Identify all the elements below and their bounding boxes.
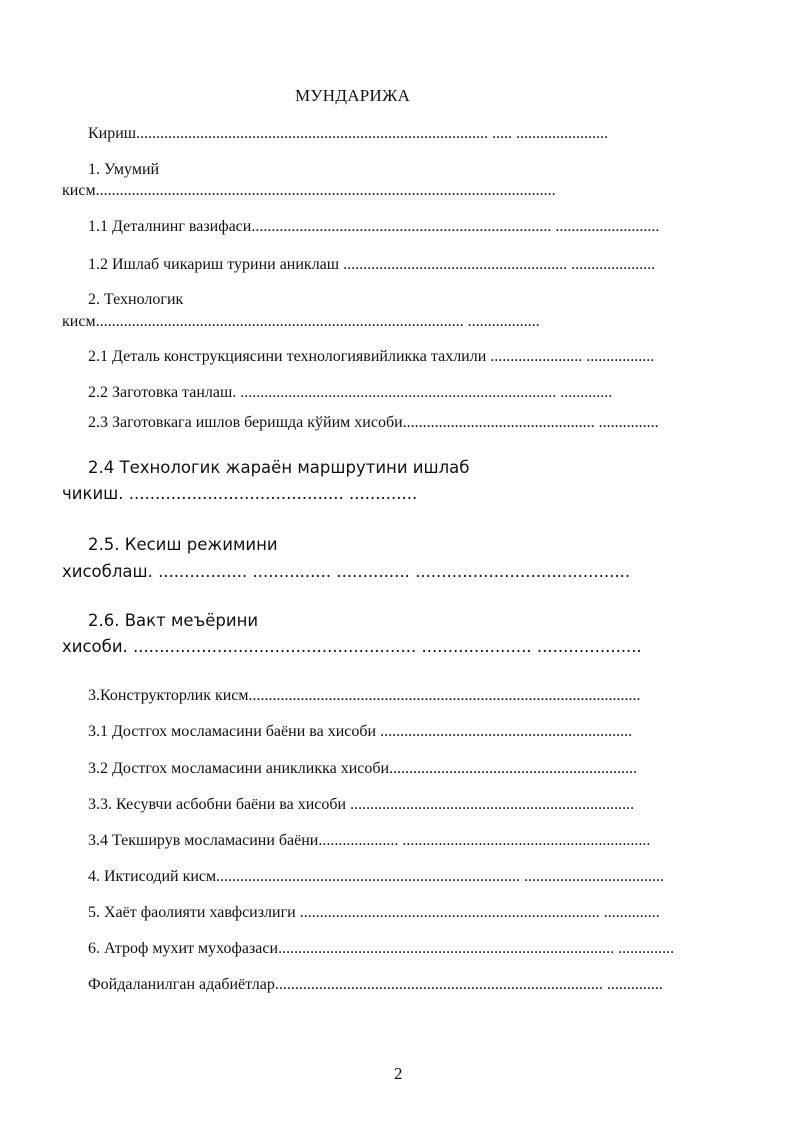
toc-entry-3-4: 3.4 Текширув мосламасини баёни.................... ..............................................................	[88, 832, 651, 849]
toc-entry-2-5-heading: 2.5. Кесиш режимини	[88, 535, 278, 554]
toc-entry-3: 3.Конструкторлик кисм..................................................................................................	[88, 687, 641, 704]
toc-entry-2-1: 2.1 Деталь конструкциясини технологиявийликка тахлили ....................... .................	[88, 348, 655, 365]
toc-entry-1-1: 1.1 Деталнинг вазифаси........................................................................... ..........................	[88, 218, 660, 235]
toc-entry-2-continuation: кисм............................................................................................ ..................	[62, 313, 540, 330]
page-number: 2	[394, 1064, 403, 1083]
toc-entry-5: 5. Хаёт фаолияти хавфсизлиги ........................................................................... ..............	[88, 904, 660, 921]
toc-entry-2-3: 2.3 Заготовкага ишлов беришда кўйим хисоби................................................ ...............	[88, 414, 659, 431]
toc-entry-6: 6. Атроф мухит мухофазаси.................................................................................... ..............	[88, 940, 675, 957]
toc-entry-4: 4. Иктисодий кисм............................................................................ ...................................	[88, 868, 665, 885]
toc-entry-2-heading: 2. Технологик	[88, 291, 184, 308]
toc-entry-1-heading: 1. Умумий	[88, 161, 160, 178]
toc-entry-2-4-heading: 2.4 Технологик жараён маршрутини ишлаб	[88, 458, 470, 477]
toc-entry-1-continuation: кисм...................................................................................................................	[62, 182, 556, 199]
toc-entry-3-2: 3.2 Достгох мосламасини аникликка хисоби..............................................................	[88, 760, 638, 777]
toc-entry-2-6-continuation: хисоби. ...................................................... ..................... ....................	[62, 637, 642, 656]
toc-entry-3-3: 3.3. Кесувчи асбобни баёни ва хисоби .......................................................................	[88, 796, 635, 813]
page-title: МУНДАРИЖА	[295, 86, 411, 105]
toc-entry-2-4-continuation: чикиш. ......................................... .............	[62, 484, 418, 503]
toc-entry-2-5-continuation: хисоблаш. ................. ............... .............. .........................................	[62, 562, 631, 581]
toc-entry-kirish: Кириш........................................................................................ ..... .......................	[88, 125, 609, 142]
toc-entry-3-1: 3.1 Достгох мосламасини баёни ва хисоби ...............................................................	[88, 723, 633, 740]
toc-entry-1-2: 1.2 Ишлаб чикариш турини аниклаш ........................................................ .....................	[88, 256, 656, 273]
toc-entry-2-6-heading: 2.6. Вакт меъёрини	[88, 611, 259, 630]
toc-entry-2-2: 2.2 Заготовка танлаш. ............................................................................... .............	[88, 384, 613, 401]
toc-entry-references: Фойдаланилган адабиётлар.................................................................................. ..............	[88, 976, 663, 993]
